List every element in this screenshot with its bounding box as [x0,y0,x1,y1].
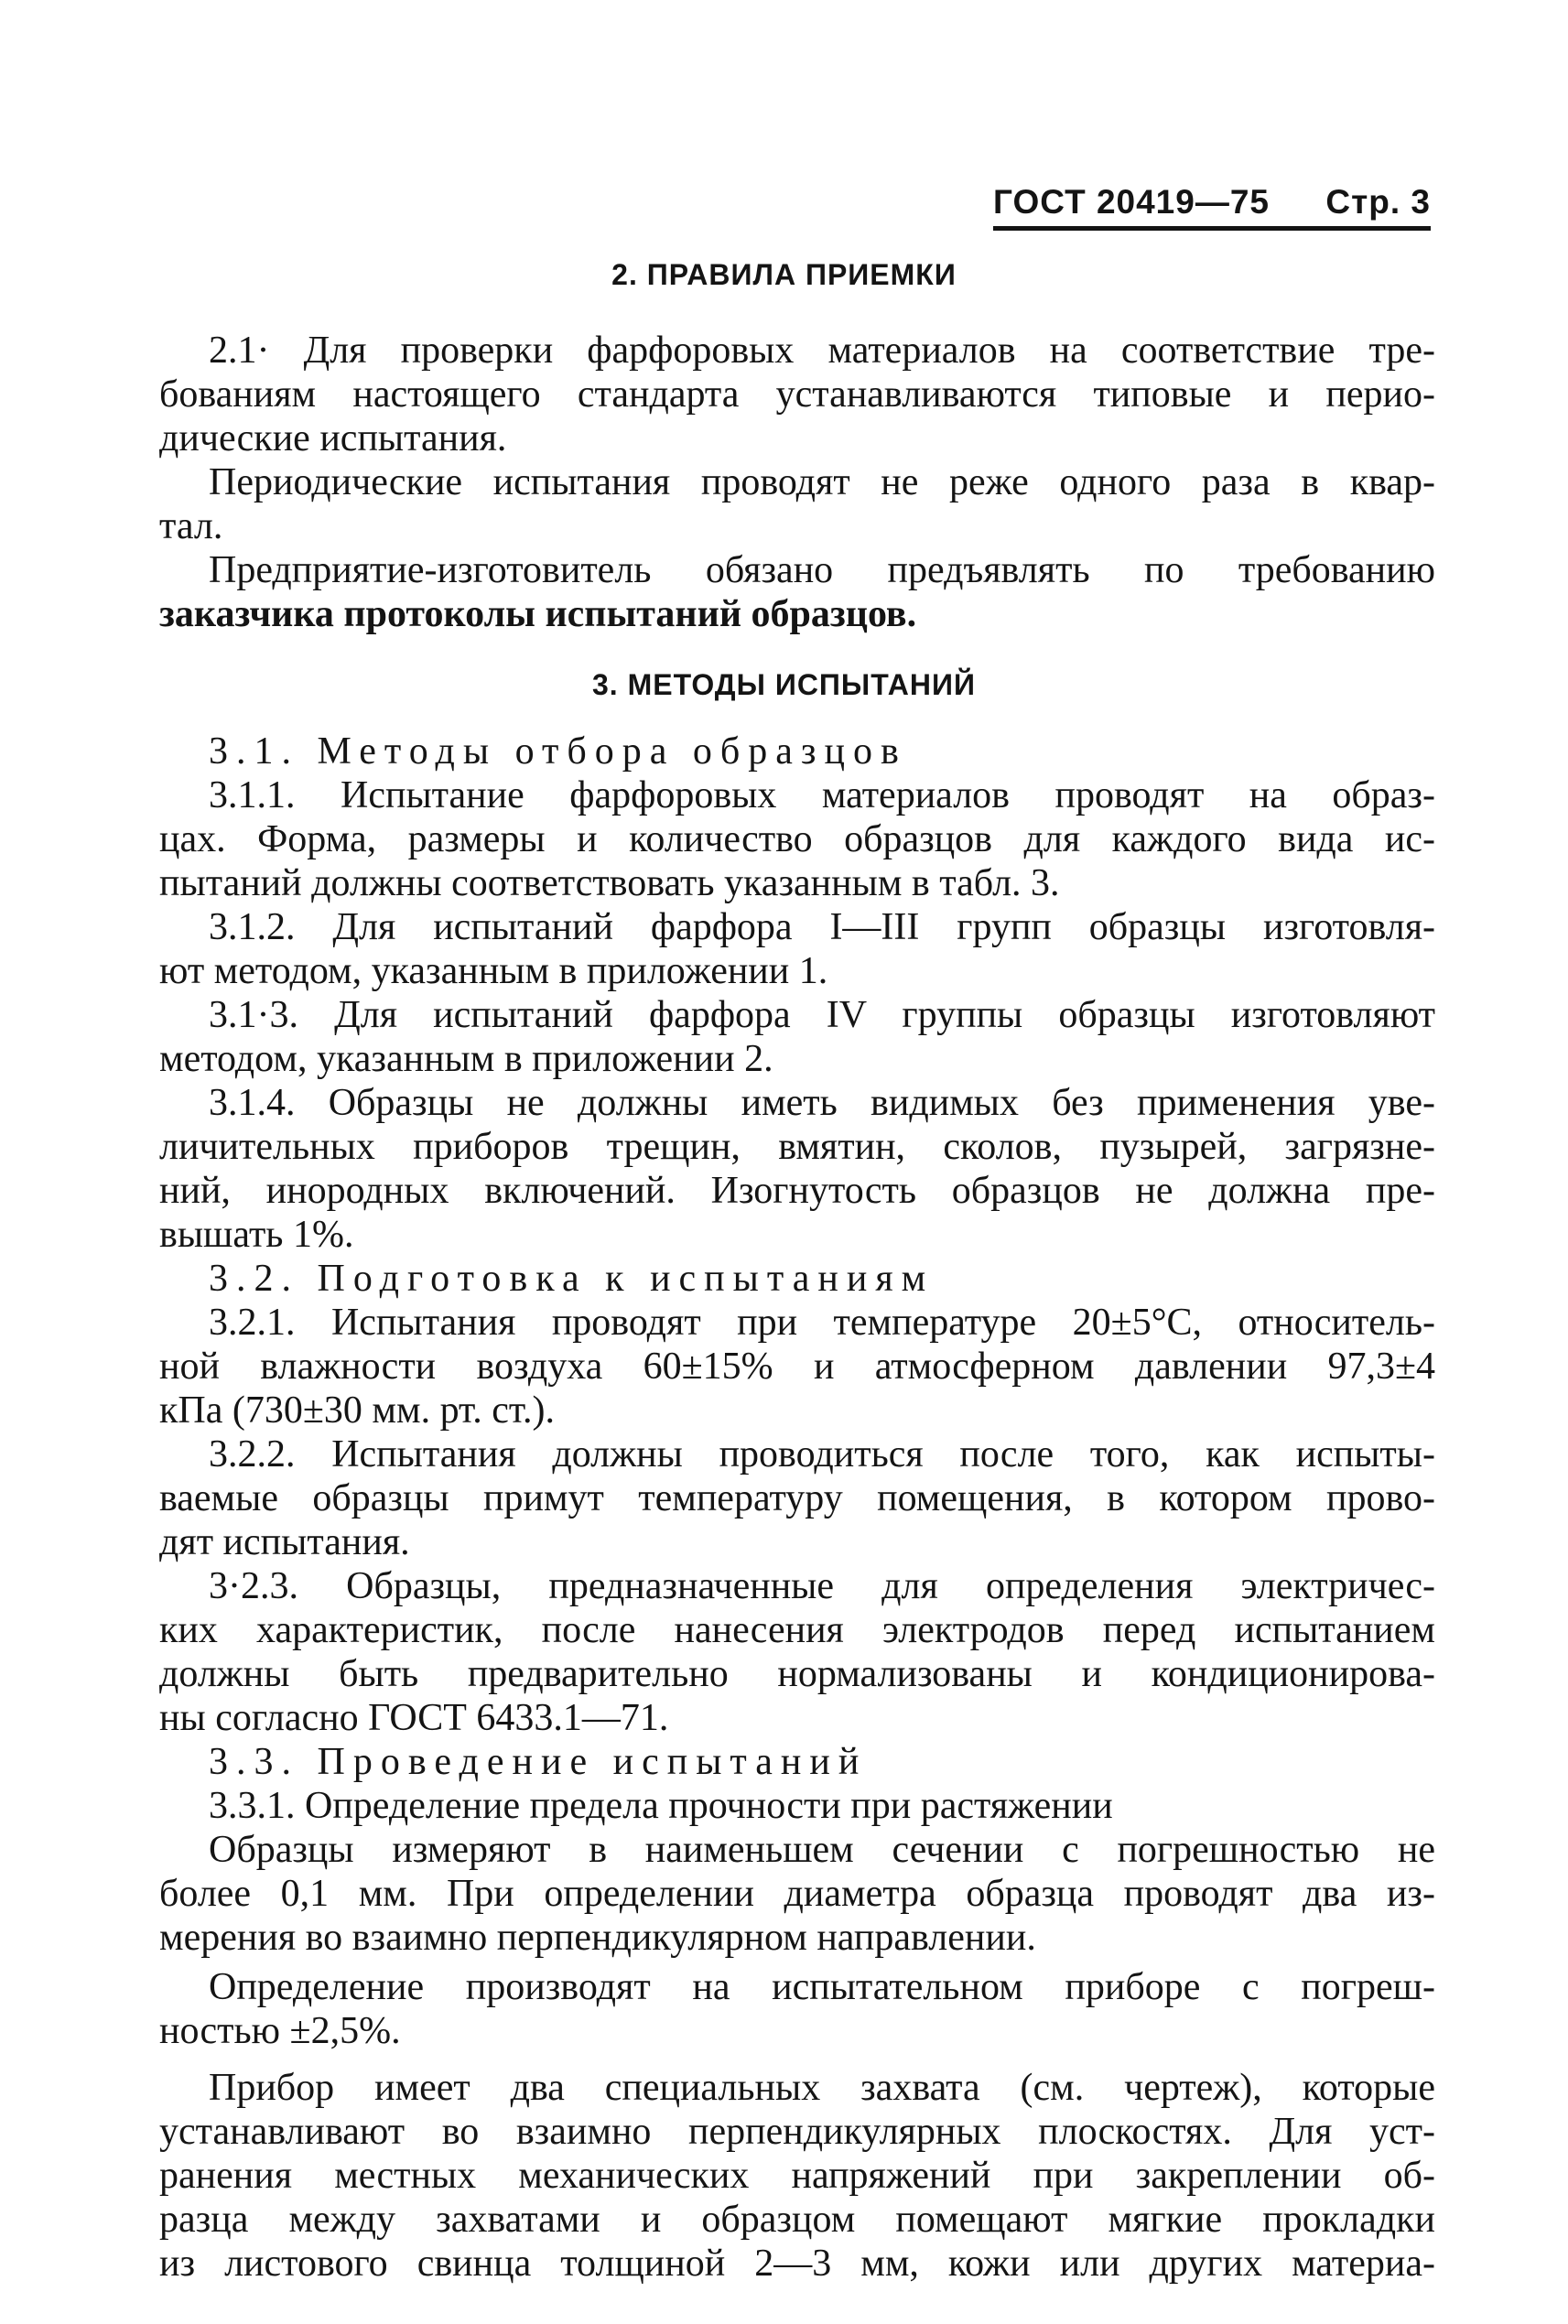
text-line: цах. Форма, размеры и количество образцов для каждого вида ис- [159,818,1436,860]
text-line: дят испытания. [159,1521,410,1563]
page-number: Стр. 3 [1325,183,1431,221]
text-line: 2.1· Для проверки фарфоровых материалов на соответствие тре- [209,330,1435,372]
text-line: ний, инородных включений. Изогнутость образцов не должна пре- [159,1170,1436,1212]
text-line: ют методом, указанным в приложении 1. [159,950,828,992]
text-line: Прибор имеет два специальных захвата (см. чертеж), которые [209,2067,1436,2109]
subsection-heading: 3.2. Подготовка к испытаниям [209,1258,935,1300]
text-line: более 0,1 мм. При определении диаметра образца проводят два из- [159,1873,1435,1915]
text-line: ны согласно ГОСТ 6433.1—71. [159,1697,669,1739]
header-rule [993,226,1431,231]
text-line: должны быть предварительно нормализованы и кондиционирова- [159,1653,1436,1695]
text-line: Предприятие-изготовитель обязано предъявлять по требованию [209,549,1435,591]
text-line: ранения местных механических напряжений при закреплении об- [159,2155,1435,2197]
text-line: методом, указанным в приложении 2. [159,1038,773,1080]
section-title-acceptance-rules: 2. ПРАВИЛА ПРИЕМКИ [611,258,957,291]
section-title-test-methods: 3. МЕТОДЫ ИСПЫТАНИЙ [592,668,976,701]
subsection-heading: 3.1. Методы отбора образцов [209,730,907,773]
text-line: 3·2.3. Образцы, предназначенные для определения электричес- [209,1565,1436,1607]
text-line: дические испытания. [159,417,507,459]
text-line: вышать 1%. [159,1214,354,1256]
text-line: Определение производят на испытательном приборе с погреш- [209,1966,1435,2008]
text-line: 3.1·3. Для испытаний фарфора IV группы образцы изготовляют [209,994,1436,1036]
text-line: кПа (730±30 мм. рт. ст.). [159,1389,556,1432]
page-header [993,183,1431,231]
text-line: 3.1.1. Испытание фарфоровых материалов проводят на образ- [209,774,1436,816]
text-line: заказчика протоколы испытаний образцов. [159,593,917,635]
text-line: мерения во взаимно перпендикулярном направлении. [159,1917,1036,1959]
text-line: 3.1.2. Для испытаний фарфора I—III групп образцы изготовля- [209,906,1436,948]
subsection-heading: 3.3. Проведение испытаний [209,1741,868,1783]
standard-number: ГОСТ 20419—75 [993,183,1270,221]
text-line: пытаний должны соответствовать указанным в табл. 3. [159,862,1060,904]
text-line: 3.1.4. Образцы не должны иметь видимых без применения уве- [209,1082,1435,1124]
text-line: ной влажности воздуха 60±15% и атмосферном давлении 97,3±4 [159,1346,1436,1388]
text-line: ностью ±2,5%. [159,2010,401,2052]
text-line: 3.3.1. Определение предела прочности при растяжении [209,1785,1113,1827]
text-line: ких характеристик, после нанесения электродов перед испытанием [159,1609,1435,1651]
text-line: устанавливают во взаимно перпендикулярных плоскостях. Для уст- [159,2111,1435,2153]
text-line: бованиям настоящего стандарта устанавливаются типовые и перио- [159,373,1435,416]
text-line: тал. [159,505,223,547]
text-line: из листового свинца толщиной 2—3 мм, кожи или других материа- [159,2243,1436,2285]
text-line: Образцы измеряют в наименьшем сечении с погрешностью не [209,1829,1435,1871]
text-line: разца между захватами и образцом помещают мягкие прокладки [159,2199,1435,2241]
text-line: 3.2.1. Испытания проводят при температуре 20±5°С, относитель- [209,1302,1435,1344]
text-line: личительных приборов трещин, вмятин, сколов, пузырей, загрязне- [159,1126,1436,1168]
text-line: 3.2.2. Испытания должны проводиться после того, как испыты- [209,1433,1435,1475]
text-line: Периодические испытания проводят не реже одного раза в квар- [209,461,1436,503]
text-line: ваемые образцы примут температуру помещения, в котором прово- [159,1477,1435,1519]
